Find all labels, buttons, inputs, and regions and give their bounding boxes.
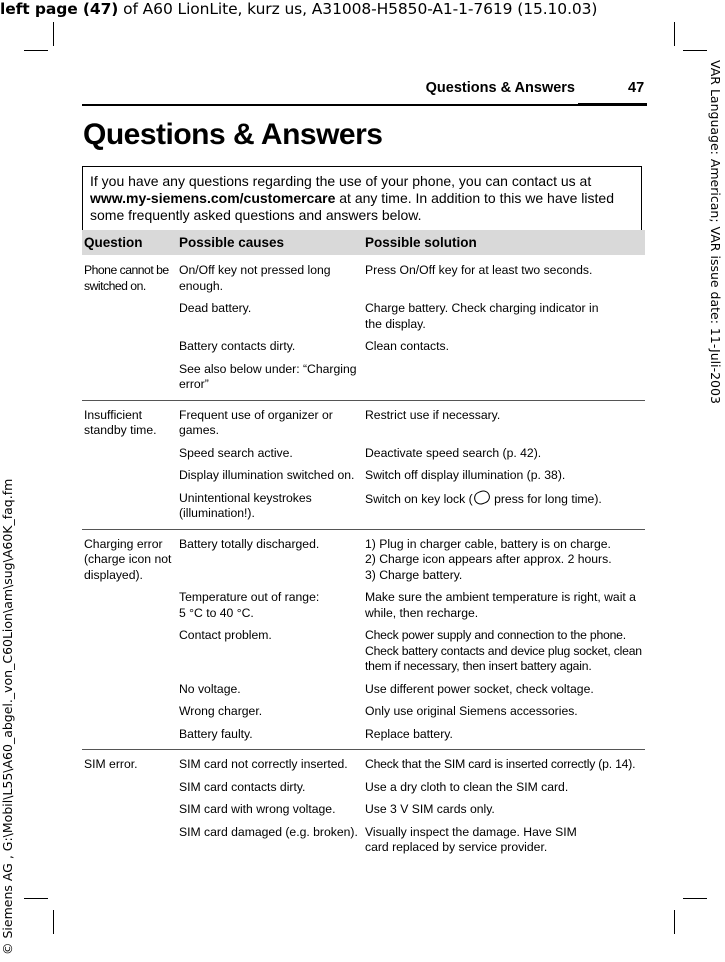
table-header-row (82, 230, 645, 255)
solution-cell: Restrict use if necessary. (365, 407, 501, 422)
header-rule (82, 104, 647, 106)
running-title: Questions & Answers (425, 80, 575, 96)
intro-box (82, 166, 642, 231)
question-cell (82, 825, 177, 863)
table-row (82, 780, 645, 803)
table-row (82, 400, 645, 446)
print-meta-details: of A60 LionLite, kurz us, A31008-H5850-A1-1-7619 (15.10.03) (118, 0, 598, 18)
table-row (82, 704, 645, 727)
crop-mark (24, 50, 48, 51)
solution-cell: Make sure the ambient temperature is right, wait a while, then recharge. (365, 590, 636, 620)
question-cell (82, 780, 177, 803)
question-cell (82, 301, 177, 339)
question-cell: Insufficient standby time. (84, 407, 157, 437)
crop-mark (674, 910, 675, 934)
table-row (82, 750, 645, 780)
table-row (82, 825, 645, 863)
cause-cell: No voltage. (179, 681, 241, 696)
cause-cell: On/Off key not pressed long enough. (179, 263, 331, 293)
crop-mark (53, 910, 54, 934)
key-lock-text-end: press for long time). (490, 491, 602, 506)
crop-mark (674, 22, 675, 46)
side-copyright-path: © Siemens AG , G:\Mobil\L55\A60_abgel._von_C60Lion\am\sug\A60K_faq.fm (0, 478, 15, 955)
question-cell (82, 468, 177, 491)
solution-cell (363, 362, 645, 401)
solution-cell: Only use original Siemens accessories. (365, 704, 578, 718)
cause-cell: Battery contacts dirty. (179, 339, 296, 353)
question-cell: Charging error (charge icon not displayed). (84, 536, 172, 582)
solution-cell: Press On/Off key for at least two seconds. (365, 263, 593, 277)
table-row (82, 468, 645, 491)
question-cell (82, 491, 177, 530)
solution-cell: Check power supply and connection to the phone. Check battery contacts and device plug socket, clean them if necessary, then insert battery again. (365, 628, 642, 673)
solution-cell: Clean contacts. (365, 339, 450, 353)
column-header-causes: Possible causes (177, 230, 363, 255)
crop-mark (53, 22, 54, 46)
customer-care-link[interactable]: www.my-siemens.com/customercare (90, 190, 336, 206)
question-cell (82, 682, 177, 705)
faq-table (82, 230, 645, 863)
cause-cell: SIM card contacts dirty. (179, 779, 306, 794)
solution-cell: Use 3 V SIM cards only. (365, 802, 495, 816)
table-row (82, 255, 645, 301)
intro-text-end: at any time. In addition to this we have listed some frequently asked questions and answers below. (90, 190, 614, 223)
table-row (82, 590, 645, 628)
question-cell (82, 704, 177, 727)
cause-cell: Contact problem. (179, 628, 272, 642)
solution-cell: Charge battery. Check charging indicator in the display. (365, 301, 599, 331)
question-cell (82, 802, 177, 825)
table-row (82, 802, 645, 825)
solution-cell: Use a dry cloth to clean the SIM card. (365, 779, 569, 794)
solution-cell: Use different power socket, check voltage. (365, 681, 594, 696)
question-cell (82, 727, 177, 750)
question-cell (82, 446, 177, 469)
cause-cell: Dead battery. (179, 301, 252, 315)
crop-mark (683, 898, 707, 899)
table-row (82, 628, 645, 682)
cause-cell: See also below under: “Charging error” (177, 362, 363, 401)
question-cell (82, 628, 177, 682)
crop-mark (683, 50, 707, 51)
cause-cell: Wrong charger. (179, 704, 263, 718)
cause-cell: SIM card damaged (e.g. broken). (179, 824, 358, 839)
solution-cell: Switch off display illumination (p. 38). (365, 468, 566, 482)
question-cell (82, 339, 177, 362)
solution-cell: Check that the SIM card is inserted correctly (p. 14). (365, 757, 636, 771)
cause-cell: SIM card not correctly inserted. (179, 757, 348, 771)
solution-cell: Deactivate speed search (p. 42). (365, 445, 542, 460)
table-row (82, 446, 645, 469)
table-row (82, 491, 645, 530)
column-header-solution: Possible solution (363, 230, 645, 255)
key-lock-icon (472, 488, 491, 506)
intro-text-start: If you have any questions regarding the use of your phone, you can contact us at (90, 173, 592, 189)
cause-cell: SIM card with wrong voltage. (179, 802, 336, 816)
page-title: Questions & Answers (83, 118, 383, 151)
table-row (82, 682, 645, 705)
page-number: 47 (628, 80, 645, 96)
question-cell: Phone cannot be switched on. (84, 263, 169, 293)
crop-mark (24, 898, 48, 899)
key-lock-text-start: Switch on key lock ( (365, 491, 473, 506)
header-rule-accent (578, 103, 647, 106)
question-cell (82, 590, 177, 628)
cause-cell: Temperature out of range: 5 °C to 40 °C. (179, 590, 320, 620)
cause-cell: Frequent use of organizer or games. (179, 407, 333, 437)
solution-cell (363, 491, 645, 530)
solution-cell: Replace battery. (363, 727, 645, 750)
side-language-note: VAR Language: American; VAR issue date: 11-Juli-2003 (708, 60, 723, 404)
cause-cell: Battery totally discharged. (179, 536, 320, 551)
print-meta-header (0, 0, 597, 18)
column-header-question: Question (82, 230, 177, 255)
question-cell: SIM error. (84, 757, 138, 771)
table-row (82, 339, 645, 362)
cause-cell: Battery faulty. (177, 727, 363, 750)
print-meta-page: left page (47) (0, 0, 119, 18)
cause-cell: Display illumination switched on. (179, 468, 355, 482)
cause-cell: Speed search active. (179, 445, 293, 460)
table-row (82, 362, 645, 401)
cause-cell: Unintentional keystrokes (illumination!). (177, 491, 363, 530)
table-row (82, 727, 645, 750)
question-cell (82, 362, 177, 401)
table-row (82, 529, 645, 590)
solution-cell: Visually inspect the damage. Have SIM card replaced by service provider. (365, 824, 577, 854)
solution-cell: 1) Plug in charger cable, battery is on charge. 2) Charge icon appears after approx. 2 hours. 3) Charge battery. (365, 536, 612, 582)
table-row (82, 301, 645, 339)
